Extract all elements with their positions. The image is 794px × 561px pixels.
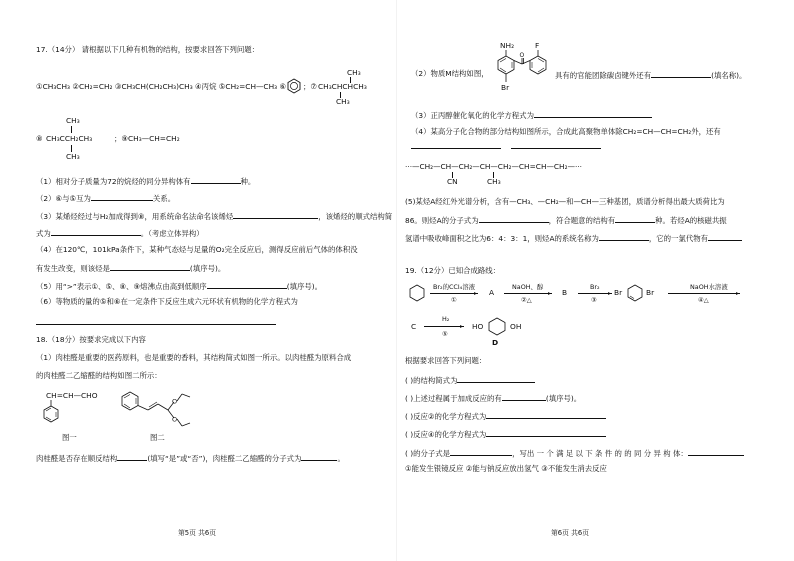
right-part-3	[411, 110, 652, 121]
right-part-5-g: ，它的一氯代物有	[648, 234, 708, 243]
arrow-line	[668, 293, 740, 294]
q17-compound-7-main: CH₃CHCHCH₃	[318, 82, 367, 91]
answer-blank[interactable]	[91, 193, 153, 201]
q18-part-1: （1）肉桂醛是重要的医药原料，也是重要的香料，其结构简式如图一所示。以肉桂醛为原料合成	[36, 353, 352, 362]
q17-header: 17.（14分） 请根据以下几种有机物的结构，按要求回答下列问题：	[36, 45, 260, 54]
q17-compound-8-ch3-bottom: CH₃	[66, 152, 80, 161]
fig-m-br: Br	[501, 83, 510, 92]
q19-conditions: ①能发生银镜反应 ②能与钠反应放出氢气 ③不能发生消去反应	[405, 464, 607, 473]
step4-number: ④△	[698, 296, 709, 304]
answer-blank[interactable]	[450, 448, 512, 456]
arrow-head-icon: ▸	[736, 290, 740, 297]
answer-blank[interactable]	[599, 233, 649, 241]
q17-part-2-end: 关系。	[152, 194, 176, 203]
answer-blank[interactable]	[51, 228, 141, 236]
dibromide-br-right: Br	[646, 288, 655, 297]
page-footer-right: 第6页 共6页	[551, 529, 589, 537]
arrow-line	[504, 293, 552, 294]
right-part-5-d: ，符合题意的结构有	[548, 216, 616, 225]
intermediate-b: B	[562, 288, 568, 297]
q17-compound-8-main: CH₃CCH₂CH₃	[46, 134, 93, 143]
page-footer-left: 第5页 共6页	[178, 529, 216, 537]
q17-part-2	[36, 193, 175, 204]
polymer-chain: ···—CH₂—CH—CH₂—CH—CH₂—CH=CH—CH₂—···	[405, 162, 583, 171]
right-part-5-c: 86。则烃A的分子式为	[405, 216, 479, 225]
molecule-m-structure-icon	[488, 50, 558, 92]
q17-compound-7-ch3-bottom: CH₃	[336, 97, 350, 106]
q17-part-1-end: 种。	[240, 177, 256, 186]
cyclohexene-ring-icon	[626, 284, 644, 302]
answer-blank[interactable]	[479, 215, 549, 223]
q17-compound-8-ch3-top: CH₃	[66, 116, 80, 125]
fig-m-f: F	[535, 41, 540, 50]
q17-compounds-line: ①CH₃CH₃ ②CH₂=CH₂ ③CH₃CH(CH₂CH₃)CH₃ ④丙烷 ⑤CH₂=CH—CH₃ ⑥	[36, 82, 287, 91]
step5-reagent: H₂	[442, 315, 450, 323]
answer-blank[interactable]	[207, 281, 287, 289]
polymer-ch3: CH₃	[487, 177, 501, 186]
q17-part-1	[36, 176, 255, 187]
benzene-ring-icon	[286, 78, 302, 94]
answer-blank[interactable]	[708, 233, 742, 241]
q19-part-4-text: ( )反应④的化学方程式为	[405, 430, 487, 439]
intermediate-c: C	[411, 322, 417, 331]
answer-blank[interactable]	[457, 375, 535, 383]
right-part-2-c: (填名称)。	[711, 71, 747, 80]
q17-part-4: （4）在120℃，101kPa条件下，某种气态烃与足量的O₂完全反应后，测得反应前后气体的体积没	[36, 245, 358, 254]
arrow-line	[430, 293, 478, 294]
arrow-head-icon: ▸	[460, 323, 464, 330]
step1-number: ①	[451, 296, 457, 304]
answer-blank[interactable]	[110, 263, 190, 271]
cyclohexanediol-ring-icon	[486, 317, 508, 336]
q17-part-3b	[36, 228, 204, 239]
fig2-acetal-structure-icon	[118, 388, 202, 432]
q19-header: 19.（12分）已知合成路线：	[405, 266, 501, 275]
answer-blank[interactable]	[117, 453, 147, 461]
arrow-head-icon: ▸	[608, 290, 612, 297]
fig2-caption: 图二	[150, 433, 165, 442]
q18-last-b: (填写“是”或“否”)，肉桂醛二乙缩醛的分子式为	[147, 454, 302, 463]
q19-part-1	[405, 375, 535, 386]
answer-blank[interactable]	[486, 411, 606, 419]
fig1-caption: 图一	[62, 433, 77, 442]
q19-part-2-text: ( )上述过程属于加成反应的有	[405, 394, 502, 403]
answer-blank[interactable]	[233, 211, 318, 219]
bond-line	[71, 126, 72, 133]
right-part-3-text: （3）正丙醇催化氧化的化学方程式为	[411, 111, 534, 120]
q17-part-4b-end: (填序号)。	[189, 264, 226, 273]
q19-part-2	[405, 393, 581, 404]
arrow-line	[578, 293, 612, 294]
answer-blank[interactable]	[411, 141, 501, 149]
step3-reagent: Br₂	[590, 283, 600, 291]
q17-part-3b-text: 式为	[36, 229, 51, 238]
dibromide-br-left: Br	[614, 288, 623, 297]
product-oh: OH	[510, 322, 522, 331]
q18-last-c: 。	[337, 454, 345, 463]
right-part-2-b: 具有的官能团除碳卤键外还有	[555, 71, 652, 80]
step2-number: ②△	[521, 296, 532, 304]
answer-blank[interactable]	[191, 176, 241, 184]
step5-number: ⑤	[442, 330, 448, 338]
q17-compound-7-label: ；⑦	[303, 82, 318, 91]
q17-part-1-text: （1）相对分子质量为72的烷烃的同分异构体有	[36, 177, 191, 186]
q18-last-a: 肉桂醛是否存在顺反结构	[36, 454, 118, 463]
arrow-head-icon: ▸	[548, 290, 552, 297]
q19-part-1-text: ( )的结构简式为	[405, 376, 458, 385]
fig1-benzene-ring-icon	[42, 400, 60, 428]
step3-number: ③	[591, 296, 597, 304]
q18-part-1b: 的肉桂醛二乙缩醛的结构如图二所示：	[36, 371, 162, 380]
arrow-head-icon: ▸	[474, 290, 478, 297]
q17-part-2-text: （2）⑥与⑤互为	[36, 194, 91, 203]
q17-compound-9: ；⑨CH₃—CH=CH₂	[114, 134, 180, 143]
q19-part-2-end: (填序号)。	[545, 394, 582, 403]
q17-part-4b-text: 有发生改变，则该烃是	[36, 264, 110, 273]
fig1-formula: CH=CH—CHO	[46, 391, 98, 400]
right-part-5-a: (5)某烃A经红外光谱分析，含有—CH₃、—CH₂—和	[405, 197, 574, 206]
right-part-2	[555, 70, 746, 81]
q17-compound-7-ch3-top: CH₃	[347, 68, 361, 77]
q17-part-3-text: （3）某烯烃经过与H₂加成得到⑧，用系统命名法命名该烯烃	[36, 212, 234, 221]
answer-blank[interactable]	[688, 448, 744, 456]
q17-part-5-text: （5）用“>”表示①、⑤、⑧、⑨熔沸点由高到低顺序	[36, 282, 207, 291]
q17-part-5	[36, 281, 322, 292]
q17-part-3b-end: 。（考虑立体异构）	[140, 229, 204, 238]
q19-part-3	[405, 411, 606, 422]
answer-blank[interactable]	[615, 215, 655, 223]
q19-part-5-b: ，写出 一 个 满 足 以 下 条 件 的 的 同 分 异 构 体：	[512, 449, 688, 458]
arrow-line	[424, 326, 464, 327]
right-part-5-line3	[405, 233, 742, 244]
intermediate-a: A	[489, 288, 495, 297]
right-part-5-line1	[405, 198, 725, 207]
step2-reagent: NaOH、醇	[512, 283, 544, 291]
right-part-5-line2	[405, 215, 727, 226]
q19-part-3-text: ( )反应②的化学方程式为	[405, 412, 487, 421]
q17-part-6: （6）等物质的量的⑤和⑥在一定条件下反应生成六元环状有机物的化学方程式为	[36, 297, 298, 306]
right-part-4: （4）某高分子化合物的部分结构如图所示，合成此高聚物单体除CH₂=CH—CH=CH₂外，还有	[411, 127, 721, 136]
column-divider	[396, 0, 397, 561]
product-d: D	[492, 338, 499, 347]
q17-part-3	[36, 211, 392, 222]
q19-prompt: 根据要求回答下列问题：	[405, 356, 487, 365]
q17-part-3-end: ，该烯烃的顺式结构简	[318, 212, 393, 221]
q18-last-line	[36, 453, 345, 464]
answer-blank[interactable]	[651, 70, 711, 78]
product-ho: HO	[472, 322, 484, 331]
answer-blank[interactable]	[511, 141, 601, 149]
right-part-5-b: —CH—三种基团，质谱分析得出最大质荷比为	[573, 197, 725, 206]
q19-part-5-a: ( )的分子式是	[405, 449, 451, 458]
answer-blank[interactable]	[301, 453, 337, 461]
right-part-2-a: （2）物质M结构如图，	[411, 69, 489, 78]
svg-text:O: O	[519, 52, 525, 59]
cyclohexane-ring-icon	[408, 284, 426, 302]
q17-part-5-end: (填序号)。	[286, 282, 323, 291]
answer-blank[interactable]	[534, 110, 652, 118]
svg-text:O: O	[172, 397, 178, 406]
q19-part-4	[405, 429, 606, 440]
step1-reagent: Br₂的CCl₄溶液	[433, 283, 476, 291]
answer-blank[interactable]	[486, 429, 606, 437]
fig-m-nh2: NH₂	[500, 41, 515, 50]
q19-part-5	[405, 448, 744, 459]
polymer-cn: CN	[447, 177, 458, 186]
right-part-5-f: 氢谱中吸收峰面积之比为6：4：3：1，则烃A的系统名称为	[405, 234, 599, 243]
q17-part-4b	[36, 263, 225, 274]
bond-line	[71, 145, 72, 152]
answer-blank[interactable]	[502, 393, 546, 401]
q18-header: 18.（18分）按要求完成以下内容	[36, 335, 146, 344]
q17-compound-8-label: ⑧	[36, 134, 43, 143]
right-part-5-e: 种。若烃A的核磁共振	[655, 216, 727, 225]
svg-text:O: O	[172, 415, 178, 424]
step4-reagent: NaOH水溶液	[690, 283, 728, 291]
answer-blank[interactable]	[36, 317, 276, 325]
